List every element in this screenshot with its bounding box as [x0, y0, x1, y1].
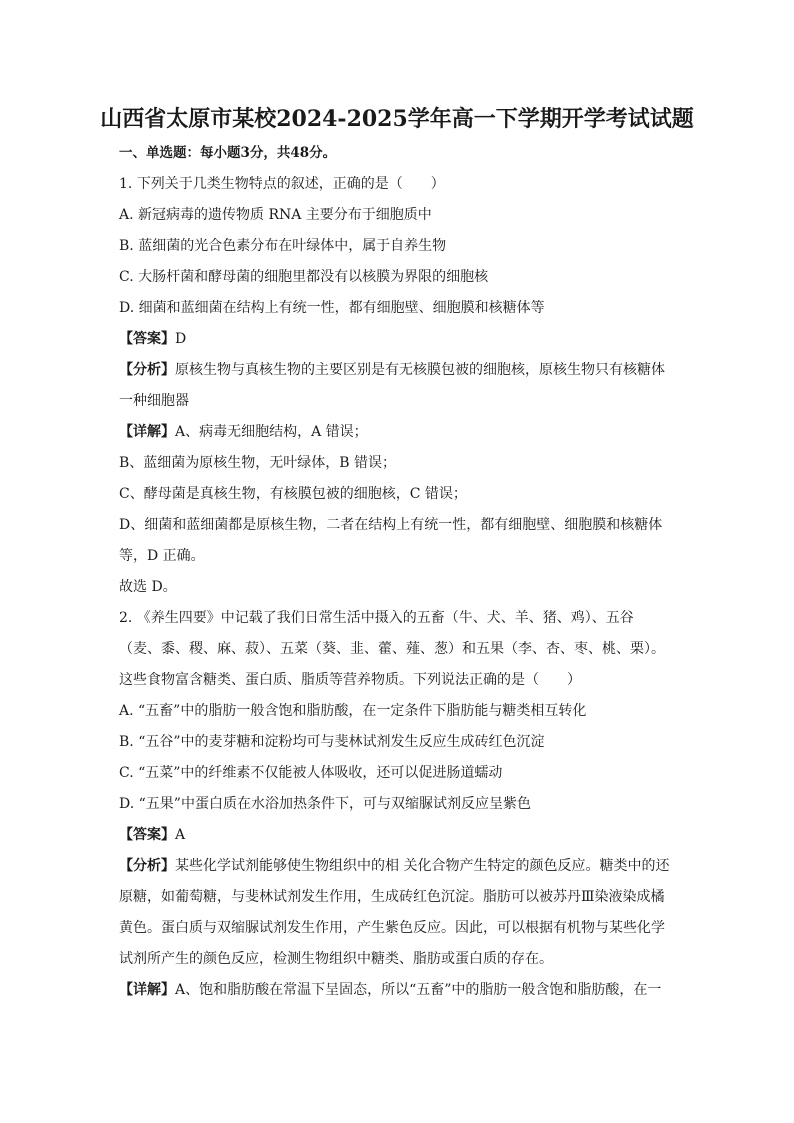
q2-analysis-cont-2: 黄色。蛋白质与双缩脲试剂发生作用，产生紫色反应。因此，可以根据有机物与某些化学	[119, 920, 665, 936]
section-heading: 一、单选题：每小题3分，共48分。	[119, 145, 337, 161]
q1-detail-b: B、蓝细菌为原核生物，无叶绿体，B 错误；	[119, 455, 397, 471]
q1-analysis	[119, 355, 679, 386]
q2-option-b: B. “五谷”中的麦芽糖和淀粉均可与斐林试剂发生反应生成砖红色沉淀	[119, 734, 545, 750]
q2-stem-2: （麦、黍、稷、麻、菽）、五菜（葵、韭、藿、薤、葱）和五果（李、杏、枣、桃、栗）。	[119, 641, 665, 657]
q1-answer	[119, 324, 679, 355]
q2-option-a: A. “五畜”中的脂肪一般含饱和脂肪酸，在一定条件下脂肪能与糖类相互转化	[119, 703, 587, 719]
q2-stem-1: 2. 《养生四要》中记载了我们日常生活中摄入的五畜（牛、犬、羊、猪、鸡）、五谷	[119, 610, 634, 626]
answer-tag: 【答案】	[119, 827, 175, 843]
q1-option-a: A. 新冠病毒的遗传物质 RNA 主要分布于细胞质中	[119, 207, 432, 223]
answer-value: A	[175, 827, 186, 843]
q2-answer	[119, 820, 679, 851]
q2-analysis-cont-1: 原糖，如葡萄糖，与斐林试剂发生作用，生成砖红色沉淀。脂肪可以被苏丹Ⅲ染液染成橘	[119, 889, 665, 905]
q1-detail	[119, 417, 679, 448]
analysis-tag: 【分析】	[119, 362, 175, 378]
detail-tag: 【详解】	[119, 982, 175, 998]
q2-analysis-cont-3: 试剂所产生的颜色反应，检测生物组织中糖类、脂肪或蛋白质的存在。	[119, 951, 553, 967]
q1-option-d: D. 细菌和蓝细菌在结构上有统一性，都有细胞壁、细胞膜和核糖体等	[119, 300, 545, 316]
q2-detail	[119, 975, 679, 1006]
q1-detail-d-cont: 等，D 正确。	[119, 548, 205, 564]
page-title: 山西省太原市某校2024-2025学年高一下学期开学考试试题	[100, 106, 694, 132]
answer-tag: 【答案】	[119, 331, 175, 347]
exam-content	[119, 138, 679, 1006]
q2-option-c: C. “五菜”中的纤维素不仅能被人体吸收，还可以促进肠道蠕动	[119, 765, 503, 781]
q1-conclusion: 故选 D。	[119, 579, 177, 595]
q1-analysis-cont: 一种细胞器	[119, 393, 189, 409]
analysis-text: 原核生物与真核生物的主要区别是有无核膜包被的细胞核，原核生物只有核糖体	[175, 362, 665, 378]
detail-text: A、病毒无细胞结构，A 错误；	[175, 424, 368, 440]
q1-detail-c: C、酵母菌是真核生物，有核膜包被的细胞核，C 错误；	[119, 486, 467, 502]
analysis-tag: 【分析】	[119, 858, 175, 874]
analysis-text: 某些化学试剂能够使生物组织中的相 关化合物产生特定的颜色反应。糖类中的还	[175, 858, 670, 874]
answer-value: D	[175, 331, 187, 347]
q1-option-b: B. 蓝细菌的光合色素分布在叶绿体中，属于自养生物	[119, 238, 447, 254]
q2-stem-3: 这些食物富含糖类、蛋白质、脂质等营养物质。下列说法正确的是（ ）	[119, 672, 581, 688]
q1-stem: 1. 下列关于几类生物特点的叙述，正确的是（ ）	[119, 176, 445, 192]
q1-option-c: C. 大肠杆菌和酵母菌的细胞里都没有以核膜为界限的细胞核	[119, 269, 489, 285]
detail-text: A、饱和脂肪酸在常温下呈固态，所以“五畜”中的脂肪一般含饱和脂肪酸，在一	[175, 982, 662, 998]
detail-tag: 【详解】	[119, 424, 175, 440]
q2-option-d: D. “五果”中蛋白质在水浴加热条件下，可与双缩脲试剂反应呈紫色	[119, 796, 531, 812]
q1-detail-d: D、细菌和蓝细菌都是原核生物，二者在结构上有统一性，都有细胞壁、细胞膜和核糖体	[119, 517, 663, 533]
q2-analysis	[119, 851, 679, 882]
